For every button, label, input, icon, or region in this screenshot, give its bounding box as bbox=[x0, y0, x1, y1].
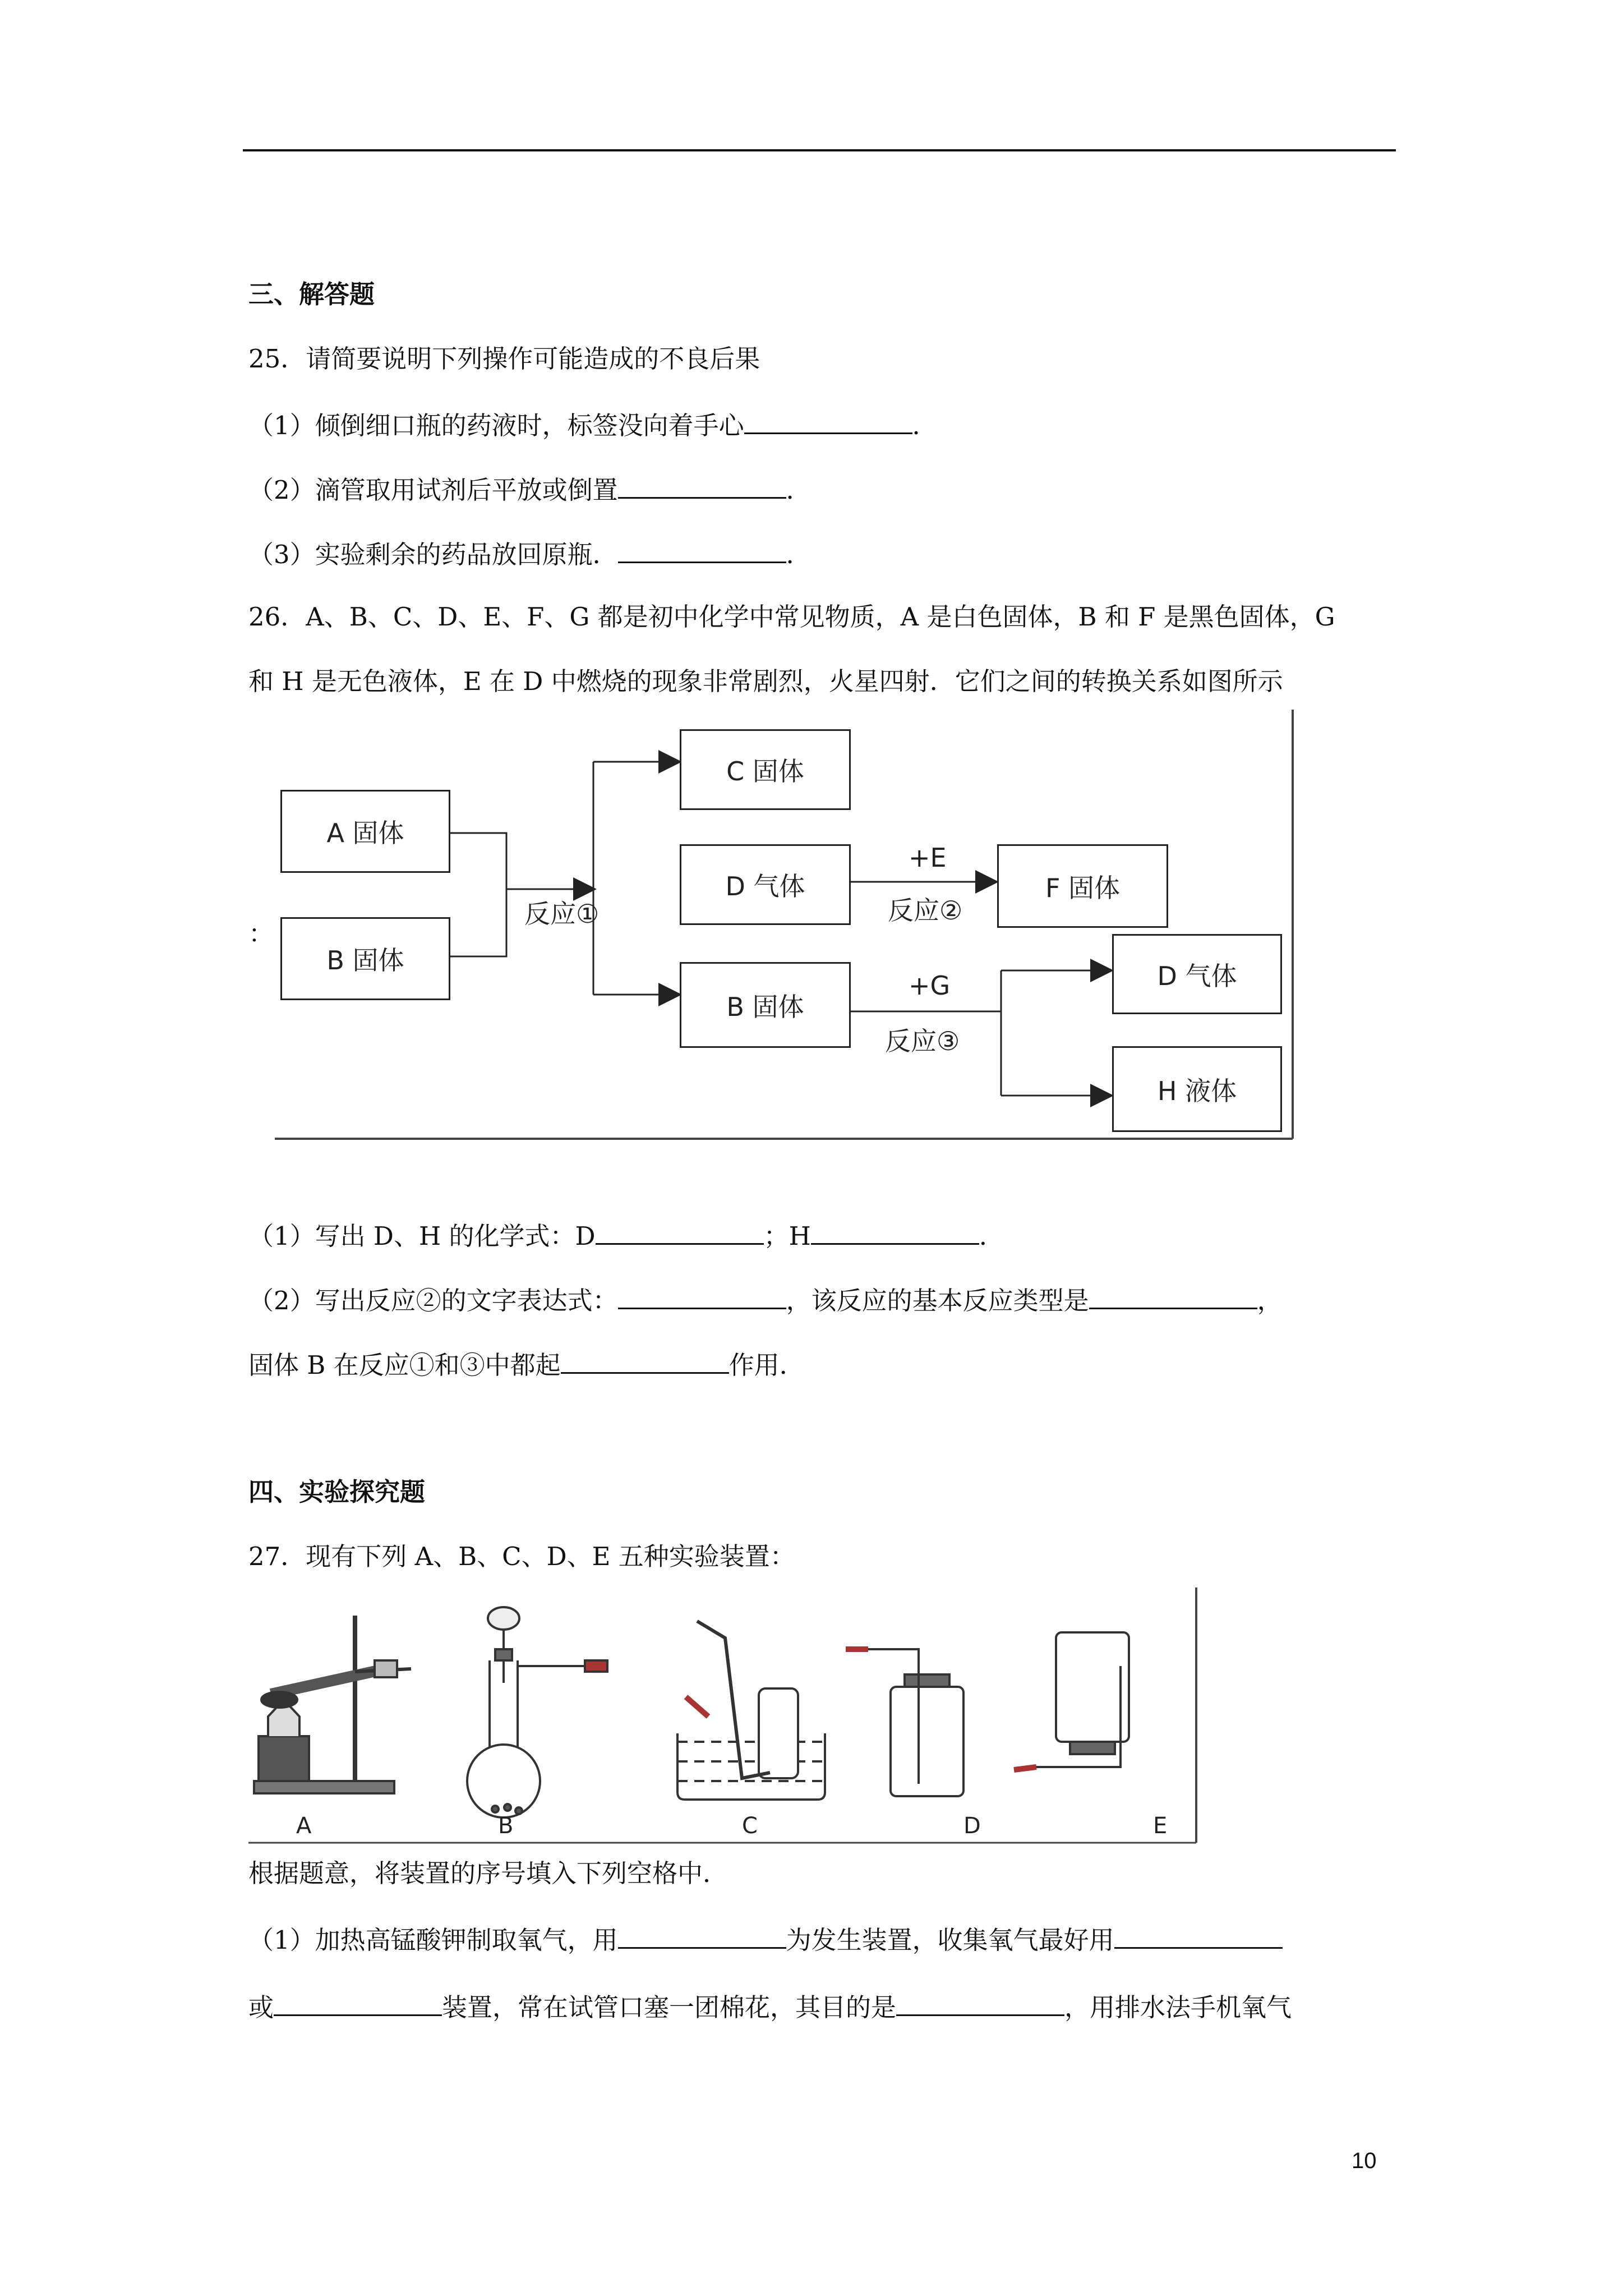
box-f-solid: F 固体 bbox=[997, 844, 1168, 928]
q25-item-3: （3）实验剩余的药品放回原瓶． ． bbox=[248, 536, 811, 572]
apparatus-label-a: A bbox=[296, 1813, 312, 1839]
reaction-2-label: 反应② bbox=[888, 895, 963, 926]
apparatus-label-e: E bbox=[1153, 1813, 1168, 1839]
answer-blank[interactable] bbox=[1114, 1921, 1283, 1949]
q27-instruction: 根据题意，将装置的序号填入下列空格中． bbox=[248, 1858, 728, 1888]
answer-blank[interactable] bbox=[618, 536, 786, 563]
box-b-solid: B 固体 bbox=[280, 917, 450, 1000]
apparatus-label-d: D bbox=[963, 1813, 981, 1839]
q25-item-2: （2）滴管取用试剂后平放或倒置 ． bbox=[248, 471, 811, 507]
q27-stem: 27．现有下列 A、B、C、D、E 五种实验装置： bbox=[248, 1542, 795, 1571]
answer-blank[interactable] bbox=[618, 1921, 786, 1949]
box-a-solid: A 固体 bbox=[280, 790, 450, 873]
answer-blank[interactable] bbox=[618, 471, 786, 499]
reaction-2-reagent: +E bbox=[909, 843, 947, 873]
apparatus-d-upward-bottle bbox=[846, 1649, 963, 1796]
answer-blank[interactable] bbox=[561, 1346, 729, 1374]
apparatus-e-downward-bottle bbox=[1014, 1632, 1129, 1770]
reaction-3-label: 反应③ bbox=[885, 1026, 960, 1056]
q26-stem-line1: 26．A、B、C、D、E、F、G 都是初中化学中常见物质，A 是白色固体，B 和 F 是黑色固体，G bbox=[248, 602, 1335, 632]
apparatus-figure bbox=[248, 1588, 1202, 1851]
answer-blank[interactable] bbox=[618, 1282, 786, 1309]
reaction-1-label: 反应① bbox=[524, 899, 600, 929]
q27-sub-1-cont: 或 装置，常在试管口塞一团棉花，其目的是 ，用排水法手机氧气 bbox=[248, 1989, 1292, 2024]
q25-item-1: （1）倾倒细口瓶的药液时，标签没向着手心 ． bbox=[248, 407, 938, 443]
apparatus-drawing bbox=[248, 1588, 1202, 1851]
apparatus-c-water-trough bbox=[677, 1621, 825, 1800]
reaction-diagram bbox=[275, 710, 1295, 1147]
q26-colon: ： bbox=[248, 919, 274, 949]
answer-blank[interactable] bbox=[596, 1217, 764, 1245]
answer-blank[interactable] bbox=[896, 1989, 1064, 2016]
box-d-gas: D 气体 bbox=[680, 844, 851, 925]
q25-stem: 25．请简要说明下列操作可能造成的不良后果 bbox=[248, 344, 760, 374]
header-rule bbox=[243, 149, 1396, 151]
q26-sub-1: （1）写出 D、H 的化学式：D ；H ． bbox=[248, 1217, 1004, 1253]
answer-blank[interactable] bbox=[274, 1989, 442, 2016]
answer-blank[interactable] bbox=[744, 407, 912, 434]
page-number: 10 bbox=[1352, 2148, 1377, 2173]
q26-sub-3: 固体 B 在反应①和③中都起 作用． bbox=[248, 1346, 805, 1382]
apparatus-a-heating-tube bbox=[254, 1616, 411, 1793]
q26-sub-2: （2）写出反应②的文字表达式： ，该反应的基本反应类型是 ， bbox=[248, 1282, 1283, 1318]
answer-blank[interactable] bbox=[1089, 1282, 1257, 1309]
box-d-gas-product: D 气体 bbox=[1112, 934, 1282, 1014]
apparatus-label-c: C bbox=[742, 1813, 758, 1839]
apparatus-b-flask bbox=[467, 1607, 607, 1818]
box-c-solid: C 固体 bbox=[680, 729, 851, 810]
section-heading-3: 三、解答题 bbox=[248, 279, 375, 309]
q26-stem-line2: 和 H 是无色液体，E 在 D 中燃烧的现象非常剧烈，火星四射．它们之间的转换关系如图所示 bbox=[248, 666, 1283, 696]
section-heading-4: 四、实验探究题 bbox=[248, 1477, 426, 1507]
reaction-3-reagent: +G bbox=[909, 970, 951, 1001]
box-h-liquid: H 液体 bbox=[1112, 1046, 1282, 1132]
answer-blank[interactable] bbox=[811, 1217, 979, 1245]
q27-sub-1: （1）加热高锰酸钾制取氧气，用 为发生装置，收集氧气最好用 bbox=[248, 1921, 1283, 1957]
apparatus-label-b: B bbox=[498, 1813, 514, 1839]
box-b-solid-product: B 固体 bbox=[680, 962, 851, 1048]
